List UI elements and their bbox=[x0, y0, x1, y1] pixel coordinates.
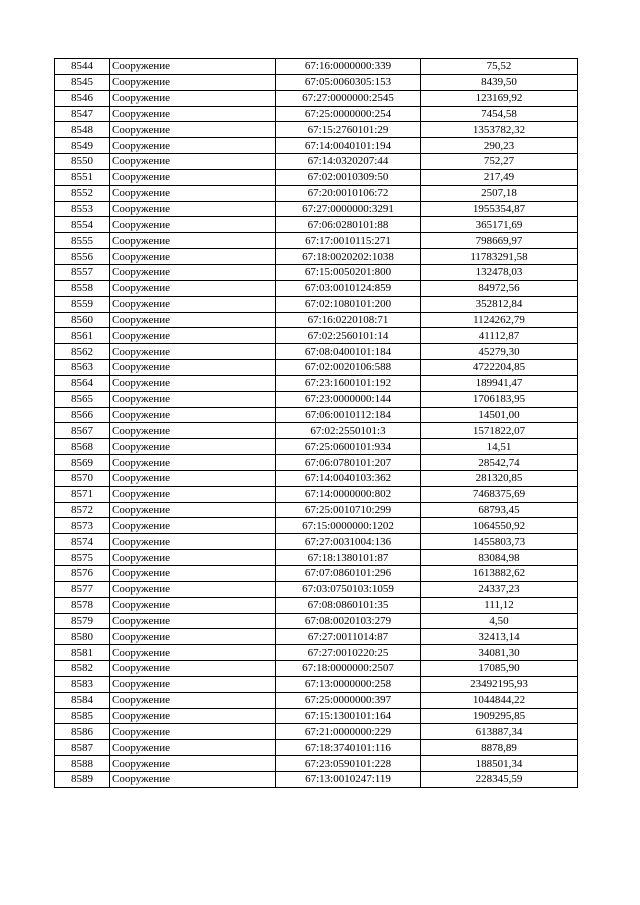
object-type-cell: Сооружение bbox=[110, 201, 276, 217]
cadastral-value-cell: 2507,18 bbox=[421, 185, 578, 201]
table-row bbox=[55, 360, 578, 376]
cadastral-value-cell: 365171,69 bbox=[421, 217, 578, 233]
object-type-cell: Сооружение bbox=[110, 122, 276, 138]
table-row bbox=[55, 486, 578, 502]
row-number-cell: 8550 bbox=[55, 154, 110, 170]
table-row bbox=[55, 550, 578, 566]
table-row bbox=[55, 90, 578, 106]
table-row bbox=[55, 613, 578, 629]
table-row bbox=[55, 296, 578, 312]
cadastral-number-cell: 67:14:0040103:362 bbox=[276, 470, 421, 486]
object-type-cell: Сооружение bbox=[110, 217, 276, 233]
row-number-cell: 8568 bbox=[55, 439, 110, 455]
table-row bbox=[55, 756, 578, 772]
object-type-cell: Сооружение bbox=[110, 661, 276, 677]
cadastral-value-cell: 1064550,92 bbox=[421, 518, 578, 534]
object-type-cell: Сооружение bbox=[110, 328, 276, 344]
cadastral-number-cell: 67:17:0010115:271 bbox=[276, 233, 421, 249]
object-type-cell: Сооружение bbox=[110, 154, 276, 170]
row-number-cell: 8580 bbox=[55, 629, 110, 645]
cadastral-value-cell: 8439,50 bbox=[421, 74, 578, 90]
cadastral-value-cell: 32413,14 bbox=[421, 629, 578, 645]
cadastral-value-cell: 83084,98 bbox=[421, 550, 578, 566]
cadastral-number-cell: 67:27:0000000:3291 bbox=[276, 201, 421, 217]
cadastral-value-cell: 1044844,22 bbox=[421, 692, 578, 708]
cadastral-number-cell: 67:08:0860101:35 bbox=[276, 597, 421, 613]
row-number-cell: 8581 bbox=[55, 645, 110, 661]
table-row bbox=[55, 391, 578, 407]
cadastral-value-cell: 34081,30 bbox=[421, 645, 578, 661]
row-number-cell: 8589 bbox=[55, 771, 110, 787]
object-type-cell: Сооружение bbox=[110, 676, 276, 692]
cadastral-value-cell: 1706183,95 bbox=[421, 391, 578, 407]
cadastral-number-cell: 67:16:0220108:71 bbox=[276, 312, 421, 328]
cadastral-number-cell: 67:08:0020103:279 bbox=[276, 613, 421, 629]
row-number-cell: 8585 bbox=[55, 708, 110, 724]
row-number-cell: 8559 bbox=[55, 296, 110, 312]
object-type-cell: Сооружение bbox=[110, 470, 276, 486]
table-row bbox=[55, 328, 578, 344]
cadastral-number-cell: 67:23:1600101:192 bbox=[276, 375, 421, 391]
table-row bbox=[55, 375, 578, 391]
object-type-cell: Сооружение bbox=[110, 185, 276, 201]
table-row bbox=[55, 407, 578, 423]
cadastral-number-cell: 67:18:0020202:1038 bbox=[276, 249, 421, 265]
cadastral-value-cell: 24337,23 bbox=[421, 581, 578, 597]
row-number-cell: 8574 bbox=[55, 534, 110, 550]
cadastral-number-cell: 67:15:1300101:164 bbox=[276, 708, 421, 724]
cadastral-number-cell: 67:14:0040101:194 bbox=[276, 138, 421, 154]
cadastral-value-cell: 1353782,32 bbox=[421, 122, 578, 138]
object-type-cell: Сооружение bbox=[110, 502, 276, 518]
object-type-cell: Сооружение bbox=[110, 344, 276, 360]
object-type-cell: Сооружение bbox=[110, 724, 276, 740]
table-row bbox=[55, 581, 578, 597]
row-number-cell: 8565 bbox=[55, 391, 110, 407]
object-type-cell: Сооружение bbox=[110, 486, 276, 502]
table-row bbox=[55, 154, 578, 170]
row-number-cell: 8570 bbox=[55, 470, 110, 486]
row-number-cell: 8588 bbox=[55, 756, 110, 772]
cadastral-value-cell: 188501,34 bbox=[421, 756, 578, 772]
object-type-cell: Сооружение bbox=[110, 455, 276, 471]
cadastral-value-cell: 1455803,73 bbox=[421, 534, 578, 550]
cadastral-number-cell: 67:07:0860101:296 bbox=[276, 566, 421, 582]
table-row bbox=[55, 217, 578, 233]
row-number-cell: 8548 bbox=[55, 122, 110, 138]
cadastral-number-cell: 67:02:2550101:3 bbox=[276, 423, 421, 439]
cadastral-value-cell: 17085,90 bbox=[421, 661, 578, 677]
cadastral-value-cell: 1613882,62 bbox=[421, 566, 578, 582]
row-number-cell: 8545 bbox=[55, 74, 110, 90]
cadastral-number-cell: 67:27:0031004:136 bbox=[276, 534, 421, 550]
table-row bbox=[55, 264, 578, 280]
row-number-cell: 8567 bbox=[55, 423, 110, 439]
cadastral-value-cell: 1955354,87 bbox=[421, 201, 578, 217]
cadastral-value-cell: 84972,56 bbox=[421, 280, 578, 296]
cadastral-value-cell: 752,27 bbox=[421, 154, 578, 170]
row-number-cell: 8566 bbox=[55, 407, 110, 423]
cadastral-number-cell: 67:06:0280101:88 bbox=[276, 217, 421, 233]
cadastral-value-cell: 41112,87 bbox=[421, 328, 578, 344]
table-row bbox=[55, 740, 578, 756]
row-number-cell: 8547 bbox=[55, 106, 110, 122]
object-type-cell: Сооружение bbox=[110, 629, 276, 645]
cadastral-number-cell: 67:16:0000000:339 bbox=[276, 59, 421, 75]
row-number-cell: 8544 bbox=[55, 59, 110, 75]
cadastral-value-cell: 281320,85 bbox=[421, 470, 578, 486]
row-number-cell: 8562 bbox=[55, 344, 110, 360]
cadastral-number-cell: 67:18:3740101:116 bbox=[276, 740, 421, 756]
cadastral-value-cell: 1571822,07 bbox=[421, 423, 578, 439]
object-type-cell: Сооружение bbox=[110, 280, 276, 296]
row-number-cell: 8554 bbox=[55, 217, 110, 233]
cadastral-value-cell: 14,51 bbox=[421, 439, 578, 455]
table-row bbox=[55, 645, 578, 661]
cadastral-number-cell: 67:15:0050201:800 bbox=[276, 264, 421, 280]
cadastral-value-cell: 28542,74 bbox=[421, 455, 578, 471]
row-number-cell: 8586 bbox=[55, 724, 110, 740]
cadastral-number-cell: 67:18:1380101:87 bbox=[276, 550, 421, 566]
object-type-cell: Сооружение bbox=[110, 692, 276, 708]
table-body bbox=[55, 59, 578, 788]
object-type-cell: Сооружение bbox=[110, 360, 276, 376]
row-number-cell: 8579 bbox=[55, 613, 110, 629]
cadastral-number-cell: 67:02:0010309:50 bbox=[276, 169, 421, 185]
row-number-cell: 8577 bbox=[55, 581, 110, 597]
cadastral-value-cell: 14501,00 bbox=[421, 407, 578, 423]
row-number-cell: 8584 bbox=[55, 692, 110, 708]
row-number-cell: 8576 bbox=[55, 566, 110, 582]
table-row bbox=[55, 201, 578, 217]
cadastral-value-cell: 68793,45 bbox=[421, 502, 578, 518]
object-type-cell: Сооружение bbox=[110, 391, 276, 407]
cadastral-value-cell: 111,12 bbox=[421, 597, 578, 613]
object-type-cell: Сооружение bbox=[110, 59, 276, 75]
row-number-cell: 8556 bbox=[55, 249, 110, 265]
row-number-cell: 8564 bbox=[55, 375, 110, 391]
cadastral-number-cell: 67:02:0020106:588 bbox=[276, 360, 421, 376]
cadastral-number-cell: 67:15:2760101:29 bbox=[276, 122, 421, 138]
cadastral-number-cell: 67:27:0000000:2545 bbox=[276, 90, 421, 106]
object-type-cell: Сооружение bbox=[110, 439, 276, 455]
object-type-cell: Сооружение bbox=[110, 264, 276, 280]
cadastral-value-cell: 4722204,85 bbox=[421, 360, 578, 376]
table-row bbox=[55, 312, 578, 328]
object-type-cell: Сооружение bbox=[110, 534, 276, 550]
cadastral-value-cell: 1909295,85 bbox=[421, 708, 578, 724]
row-number-cell: 8558 bbox=[55, 280, 110, 296]
object-type-cell: Сооружение bbox=[110, 550, 276, 566]
cadastral-number-cell: 67:03:0750103:1059 bbox=[276, 581, 421, 597]
cadastral-number-cell: 67:08:0400101:184 bbox=[276, 344, 421, 360]
row-number-cell: 8573 bbox=[55, 518, 110, 534]
cadastral-number-cell: 67:18:0000000:2507 bbox=[276, 661, 421, 677]
object-type-cell: Сооружение bbox=[110, 233, 276, 249]
object-type-cell: Сооружение bbox=[110, 312, 276, 328]
table-row bbox=[55, 249, 578, 265]
row-number-cell: 8555 bbox=[55, 233, 110, 249]
cadastral-number-cell: 67:13:0000000:258 bbox=[276, 676, 421, 692]
object-type-cell: Сооружение bbox=[110, 249, 276, 265]
cadastral-number-cell: 67:21:0000000:229 bbox=[276, 724, 421, 740]
table-row bbox=[55, 280, 578, 296]
object-type-cell: Сооружение bbox=[110, 106, 276, 122]
cadastral-value-cell: 352812,84 bbox=[421, 296, 578, 312]
cadastral-value-cell: 8878,89 bbox=[421, 740, 578, 756]
table-row bbox=[55, 534, 578, 550]
object-type-cell: Сооружение bbox=[110, 407, 276, 423]
table-row bbox=[55, 185, 578, 201]
cadastral-number-cell: 67:20:0010106:72 bbox=[276, 185, 421, 201]
row-number-cell: 8546 bbox=[55, 90, 110, 106]
cadastral-number-cell: 67:02:1080101:200 bbox=[276, 296, 421, 312]
object-type-cell: Сооружение bbox=[110, 645, 276, 661]
row-number-cell: 8572 bbox=[55, 502, 110, 518]
object-type-cell: Сооружение bbox=[110, 597, 276, 613]
table-row bbox=[55, 566, 578, 582]
cadastral-number-cell: 67:27:0011014:87 bbox=[276, 629, 421, 645]
cadastral-number-cell: 67:23:0000000:144 bbox=[276, 391, 421, 407]
table-row bbox=[55, 74, 578, 90]
cadastral-number-cell: 67:13:0010247:119 bbox=[276, 771, 421, 787]
object-type-cell: Сооружение bbox=[110, 138, 276, 154]
cadastral-number-cell: 67:03:0010124:859 bbox=[276, 280, 421, 296]
cadastral-value-cell: 11783291,58 bbox=[421, 249, 578, 265]
object-type-cell: Сооружение bbox=[110, 375, 276, 391]
row-number-cell: 8587 bbox=[55, 740, 110, 756]
cadastral-value-cell: 75,52 bbox=[421, 59, 578, 75]
table-row bbox=[55, 470, 578, 486]
table-row bbox=[55, 661, 578, 677]
table-row bbox=[55, 122, 578, 138]
cadastral-value-cell: 4,50 bbox=[421, 613, 578, 629]
row-number-cell: 8583 bbox=[55, 676, 110, 692]
table-row bbox=[55, 455, 578, 471]
table-row bbox=[55, 708, 578, 724]
table-row bbox=[55, 233, 578, 249]
table-row bbox=[55, 676, 578, 692]
cadastral-value-cell: 45279,30 bbox=[421, 344, 578, 360]
table-row bbox=[55, 169, 578, 185]
cadastral-number-cell: 67:06:0780101:207 bbox=[276, 455, 421, 471]
row-number-cell: 8571 bbox=[55, 486, 110, 502]
cadastral-number-cell: 67:27:0010220:25 bbox=[276, 645, 421, 661]
row-number-cell: 8561 bbox=[55, 328, 110, 344]
row-number-cell: 8551 bbox=[55, 169, 110, 185]
object-type-cell: Сооружение bbox=[110, 613, 276, 629]
row-number-cell: 8549 bbox=[55, 138, 110, 154]
cadastral-value-cell: 1124262,79 bbox=[421, 312, 578, 328]
table-row bbox=[55, 439, 578, 455]
cadastral-value-cell: 7454,58 bbox=[421, 106, 578, 122]
cadastral-value-cell: 7468375,69 bbox=[421, 486, 578, 502]
table-row bbox=[55, 138, 578, 154]
cadastral-value-cell: 123169,92 bbox=[421, 90, 578, 106]
cadastral-number-cell: 67:05:0060305:153 bbox=[276, 74, 421, 90]
table-row bbox=[55, 106, 578, 122]
row-number-cell: 8569 bbox=[55, 455, 110, 471]
object-type-cell: Сооружение bbox=[110, 708, 276, 724]
object-type-cell: Сооружение bbox=[110, 518, 276, 534]
object-type-cell: Сооружение bbox=[110, 566, 276, 582]
cadastral-number-cell: 67:25:0600101:934 bbox=[276, 439, 421, 455]
table-row bbox=[55, 692, 578, 708]
cadastral-value-cell: 132478,03 bbox=[421, 264, 578, 280]
table-row bbox=[55, 771, 578, 787]
row-number-cell: 8552 bbox=[55, 185, 110, 201]
row-number-cell: 8557 bbox=[55, 264, 110, 280]
object-type-cell: Сооружение bbox=[110, 74, 276, 90]
cadastral-value-cell: 290,23 bbox=[421, 138, 578, 154]
table-row bbox=[55, 629, 578, 645]
row-number-cell: 8560 bbox=[55, 312, 110, 328]
table-row bbox=[55, 423, 578, 439]
table-row bbox=[55, 502, 578, 518]
cadastral-value-cell: 228345,59 bbox=[421, 771, 578, 787]
cadastral-value-cell: 217,49 bbox=[421, 169, 578, 185]
cadastral-number-cell: 67:02:2560101:14 bbox=[276, 328, 421, 344]
object-type-cell: Сооружение bbox=[110, 296, 276, 312]
row-number-cell: 8582 bbox=[55, 661, 110, 677]
row-number-cell: 8575 bbox=[55, 550, 110, 566]
cadastral-number-cell: 67:25:0000000:397 bbox=[276, 692, 421, 708]
object-type-cell: Сооружение bbox=[110, 771, 276, 787]
object-type-cell: Сооружение bbox=[110, 756, 276, 772]
cadastral-number-cell: 67:15:0000000:1202 bbox=[276, 518, 421, 534]
table-row bbox=[55, 59, 578, 75]
cadastral-value-cell: 189941,47 bbox=[421, 375, 578, 391]
row-number-cell: 8563 bbox=[55, 360, 110, 376]
cadastral-number-cell: 67:06:0010112:184 bbox=[276, 407, 421, 423]
table-row bbox=[55, 344, 578, 360]
cadastral-value-cell: 23492195,93 bbox=[421, 676, 578, 692]
table-row bbox=[55, 518, 578, 534]
object-type-cell: Сооружение bbox=[110, 90, 276, 106]
table-row bbox=[55, 724, 578, 740]
property-registry-table bbox=[54, 58, 578, 788]
table-row bbox=[55, 597, 578, 613]
cadastral-number-cell: 67:25:0010710:299 bbox=[276, 502, 421, 518]
object-type-cell: Сооружение bbox=[110, 423, 276, 439]
cadastral-value-cell: 613887,34 bbox=[421, 724, 578, 740]
object-type-cell: Сооружение bbox=[110, 169, 276, 185]
object-type-cell: Сооружение bbox=[110, 740, 276, 756]
cadastral-value-cell: 798669,97 bbox=[421, 233, 578, 249]
cadastral-number-cell: 67:14:0000000:802 bbox=[276, 486, 421, 502]
row-number-cell: 8578 bbox=[55, 597, 110, 613]
cadastral-number-cell: 67:23:0590101:228 bbox=[276, 756, 421, 772]
row-number-cell: 8553 bbox=[55, 201, 110, 217]
cadastral-number-cell: 67:25:0000000:254 bbox=[276, 106, 421, 122]
object-type-cell: Сооружение bbox=[110, 581, 276, 597]
cadastral-number-cell: 67:14:0320207:44 bbox=[276, 154, 421, 170]
